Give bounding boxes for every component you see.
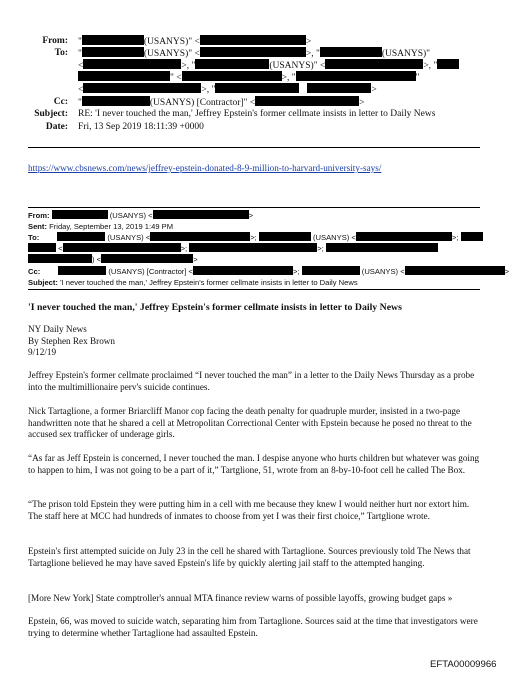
redaction <box>153 210 249 219</box>
redaction <box>83 83 201 93</box>
fwd-to-line-1: To: (USANYS) < >; (USANYS) < >; <box>28 232 483 243</box>
fwd-cc-line: Cc: (USANYS) [Contractor] < >; (USANYS) < > <box>28 267 510 276</box>
article-paragraph-3: “As far as Jeff Epstein is concerned, I never touched the man. I despise anyone who hurts children but whatever was going to happen to him, I was not going to be a part of it,” Tartglione, 51, wrote from an 8-by-10-foot cell he called The Box. <box>28 453 480 475</box>
fwd-sent-line: Sent: Friday, September 13, 2019 1:49 PM <box>28 222 174 231</box>
redaction <box>461 232 483 241</box>
article-date: 9/12/19 <box>28 347 57 358</box>
to-value-line-2: < >, " (USANYS)" < >, " <box>78 59 459 73</box>
article-paragraph-6: Epstein, 66, was moved to suicide watch, separating him from Tartaglione. Sources said at the time that investigators were trying to determine whether Tartaglione had assaulted Epstein. <box>28 616 478 638</box>
cbsnews-link[interactable]: https://www.cbsnews.com/news/jeffrey-epstein-donated-8-9-million-to-harvard-university-says/ <box>28 163 382 173</box>
redaction <box>320 47 382 57</box>
fwd-subject-line: Subject: 'I never touched the man,' Jeffrey Epstein's former cellmate insists in letter to Daily News <box>28 278 358 287</box>
subject-value: RE: 'I never touched the man,' Jeffrey Epstein's former cellmate insists in letter to Daily News <box>78 109 436 119</box>
cc-label: Cc: <box>53 97 68 107</box>
to-label: To: <box>54 48 68 58</box>
redaction <box>325 59 423 69</box>
redaction <box>200 47 306 57</box>
redaction <box>302 266 360 275</box>
redaction <box>83 59 181 69</box>
redaction <box>215 83 299 93</box>
article-source: NY Daily News <box>28 324 87 334</box>
date-label: Date: <box>45 122 68 132</box>
redaction <box>193 266 293 275</box>
redaction <box>259 232 311 241</box>
article-byline: By Stephen Rex Brown <box>28 335 116 346</box>
redaction <box>326 243 438 252</box>
redaction <box>101 254 193 263</box>
redaction <box>195 59 269 69</box>
more-new-york-link[interactable]: [More New York] State comptroller's annual MTA finance review warns of possible layoffs, growing budget gaps » <box>28 593 453 603</box>
redaction <box>296 71 416 81</box>
redaction <box>189 243 317 252</box>
to-value-line-3: " < >, " " <box>78 71 420 85</box>
redaction <box>28 254 92 263</box>
redaction <box>405 266 505 275</box>
redaction <box>437 59 459 69</box>
date-value: Fri, 13 Sep 2019 18:11:39 +0000 <box>78 122 204 132</box>
article-title: 'I never touched the man,' Jeffrey Epstein's former cellmate insists in letter to Daily News <box>28 302 402 313</box>
redaction <box>52 210 108 219</box>
redaction <box>82 96 150 106</box>
article-paragraph-4: “The prison told Epstein they were putting him in a cell with me because they knew I would neither hurt nor extort him. The staff here at MCC had hundreds of inmates to choose from yet I was their first choice,” Tartglione wrote. <box>28 499 470 521</box>
forwarded-divider <box>28 207 480 208</box>
fwd-from-line: From: (USANYS) < > <box>28 211 254 220</box>
header-divider <box>28 147 480 148</box>
redaction <box>356 232 452 241</box>
redaction <box>82 47 144 57</box>
article-paragraph-1: Jeffrey Epstein's former cellmate proclaimed “I never touched the man” in a letter to the Daily News Thursday as a probe into the multimillionaire perv's suicide continues. <box>28 370 475 392</box>
redaction <box>28 243 56 252</box>
article-meta <box>28 324 484 359</box>
redaction <box>63 243 181 252</box>
cc-value: " (USANYS) [Contractor]" < > <box>78 98 365 108</box>
fwd-to-line-3: ) < > <box>28 254 198 265</box>
redaction <box>82 35 144 45</box>
redaction <box>57 232 105 241</box>
article-paragraph-2: Nick Tartaglione, a former Briarcliff Manor cop facing the death penalty for quadruple murder, insisted in a two-page handwritten note that he shared a cell at Metropolitan Correctional Center with Epstein because he posed no threat to the accused sex trafficker of underage girls. <box>28 406 472 440</box>
redaction <box>200 35 306 45</box>
from-value: " (USANYS)" < > <box>78 37 312 47</box>
redaction <box>182 71 282 81</box>
forwarded-divider-bottom <box>28 289 480 290</box>
redaction <box>150 232 250 241</box>
fwd-to-line-2: < >; >; <box>28 243 438 254</box>
redaction <box>307 83 371 93</box>
subject-label: Subject: <box>34 109 68 119</box>
redaction <box>58 266 106 275</box>
to-value-line-1: " (USANYS)" < >, " (USANYS)" <box>78 49 431 59</box>
redaction <box>78 71 170 81</box>
document-id: EFTA00009966 <box>430 659 497 670</box>
article-paragraph-5: Epstein's first attempted suicide on July 23 in the cell he shared with Tartaglione. Sources previously told The News that Tartaglione believed he may have saved Epstein's life by quickly alerting jail staff to the attempted hanging. <box>28 546 471 568</box>
to-value-line-4: < >, " > <box>78 85 377 95</box>
from-label: From: <box>42 36 68 46</box>
redaction <box>255 96 359 106</box>
